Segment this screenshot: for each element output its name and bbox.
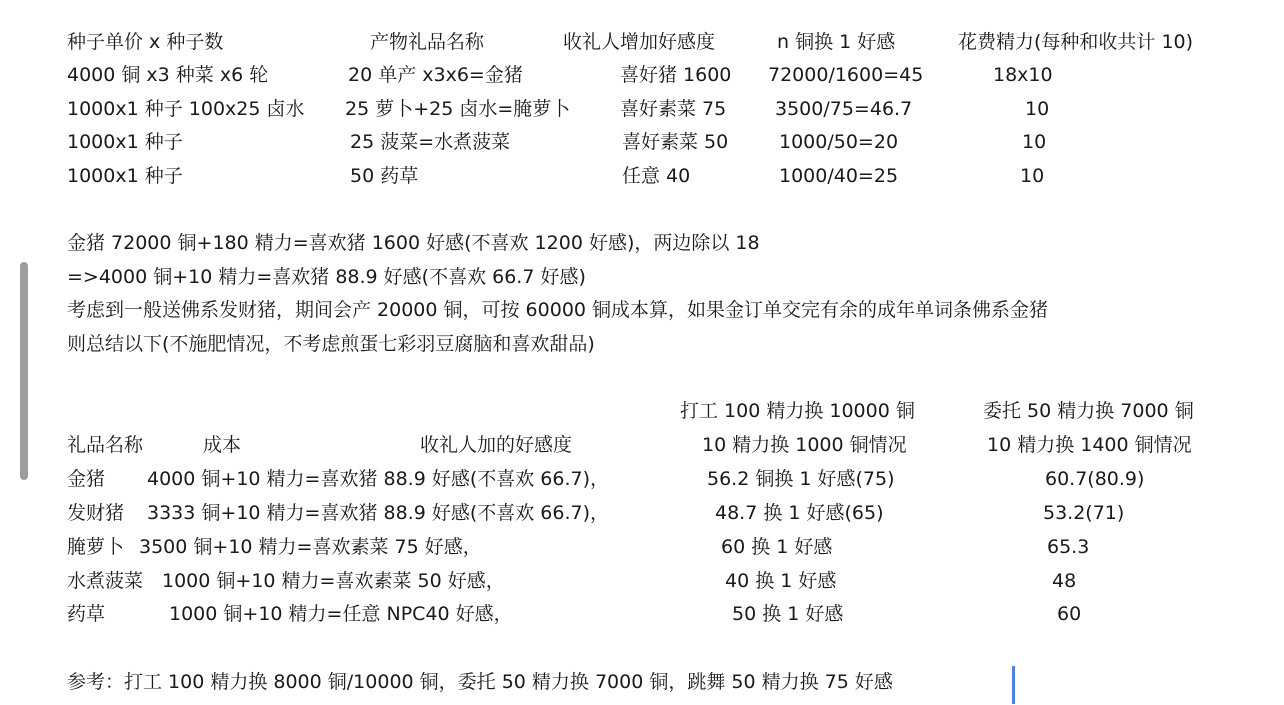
t2-header-commission-case: 10 精力换 1400 铜情况	[987, 434, 1192, 456]
t2-superheader-work: 打工 100 精力换 10000 铜	[680, 400, 915, 422]
t1-row2-energy: 10	[1022, 131, 1047, 153]
t2-row2-work: 60 换 1 好感	[721, 536, 833, 558]
t1-row0-gift: 20 单产 x3x6=金猪	[348, 64, 523, 86]
t2-row0-cost: 4000 铜+10 精力=喜欢猪 88.9 好感(不喜欢 66.7)，	[147, 468, 610, 490]
t2-row3-cost: 1000 铜+10 精力=喜欢素菜 50 好感，	[162, 570, 505, 592]
t1-row3-affection: 任意 40	[622, 165, 691, 187]
t2-row4-work: 50 换 1 好感	[732, 603, 844, 625]
t2-row3-commission: 48	[1052, 570, 1077, 592]
t2-row0-work: 56.2 铜换 1 好感(75)	[707, 468, 895, 490]
t1-header-gift-name: 产物礼品名称	[370, 31, 485, 53]
t2-row1-cost: 3333 铜+10 精力=喜欢猪 88.9 好感(不喜欢 66.7)，	[147, 502, 610, 524]
t1-row3-seed: 1000x1 种子	[67, 165, 183, 187]
t1-row2-ratio: 1000/50=20	[779, 131, 899, 153]
note-line-1: 金猪 72000 铜+180 精力=喜欢猪 1600 好感(不喜欢 1200 好感)，两边除以 18	[67, 232, 760, 254]
t1-row2-gift: 25 菠菜=水煮菠菜	[350, 131, 511, 153]
t2-row3-name: 水煮菠菜	[67, 570, 144, 592]
note-line-2: =>4000 铜+10 精力=喜欢猪 88.9 好感(不喜欢 66.7 好感)	[67, 266, 586, 288]
t1-row1-energy: 10	[1025, 98, 1050, 120]
t2-superheader-commission: 委托 50 精力换 7000 铜	[983, 400, 1194, 422]
t1-row2-affection: 喜好素菜 50	[622, 131, 729, 153]
note-line-3: 考虑到一般送佛系发财猪，期间会产 20000 铜，可按 60000 铜成本算，如果金订单交完有余的成年单词条佛系金猪	[67, 299, 1049, 321]
t2-header-cost: 成本	[203, 434, 242, 456]
t1-row0-affection: 喜好猪 1600	[620, 64, 732, 86]
t2-row1-work: 48.7 换 1 好感(65)	[715, 502, 884, 524]
t2-row2-commission: 65.3	[1047, 536, 1090, 558]
note-line-4: 则总结以下(不施肥情况，不考虑煎蛋七彩羽豆腐脑和喜欢甜品)	[67, 333, 595, 355]
t1-row1-ratio: 3500/75=46.7	[775, 98, 913, 120]
reference-line: 参考：打工 100 精力换 8000 铜/10000 铜，委托 50 精力换 7000 铜，跳舞 50 精力换 75 好感	[67, 671, 893, 693]
t1-header-energy: 花费精力(每种和收共计 10)	[958, 31, 1194, 53]
t1-header-affection: 收礼人增加好感度	[563, 31, 716, 53]
t1-row1-gift: 25 萝卜+25 卤水=腌萝卜	[345, 98, 571, 120]
text-cursor	[1012, 666, 1015, 704]
t1-row1-seed: 1000x1 种子 100x25 卤水	[67, 98, 305, 120]
t1-row3-ratio: 1000/40=25	[779, 165, 899, 187]
t2-row0-commission: 60.7(80.9)	[1045, 468, 1145, 490]
t1-row3-energy: 10	[1020, 165, 1045, 187]
t2-row2-name: 腌萝卜	[67, 536, 125, 558]
t2-row4-cost: 1000 铜+10 精力=任意 NPC40 好感，	[169, 603, 513, 625]
t1-row2-seed: 1000x1 种子	[67, 131, 183, 153]
t2-header-affection: 收礼人加的好感度	[420, 434, 573, 456]
t2-row1-name: 发财猪	[67, 502, 125, 524]
t1-row0-seed: 4000 铜 x3 种菜 x6 轮	[67, 64, 269, 86]
t2-row2-cost: 3500 铜+10 精力=喜欢素菜 75 好感，	[139, 536, 482, 558]
t2-row4-commission: 60	[1057, 603, 1082, 625]
t2-row4-name: 药草	[67, 603, 106, 625]
t1-row0-ratio: 72000/1600=45	[768, 64, 924, 86]
t2-row3-work: 40 换 1 好感	[725, 570, 837, 592]
t1-row1-affection: 喜好素菜 75	[620, 98, 727, 120]
t1-row3-gift: 50 药草	[350, 165, 419, 187]
t1-row0-energy: 18x10	[993, 64, 1053, 86]
t1-header-ratio: n 铜换 1 好感	[777, 31, 896, 53]
t2-row1-commission: 53.2(71)	[1043, 502, 1125, 524]
t2-row0-name: 金猪	[67, 468, 106, 490]
t2-header-work-case: 10 精力换 1000 铜情况	[702, 434, 907, 456]
t1-header-seed-price: 种子单价 x 种子数	[67, 31, 224, 53]
t2-header-gift-name: 礼品名称	[67, 434, 144, 456]
